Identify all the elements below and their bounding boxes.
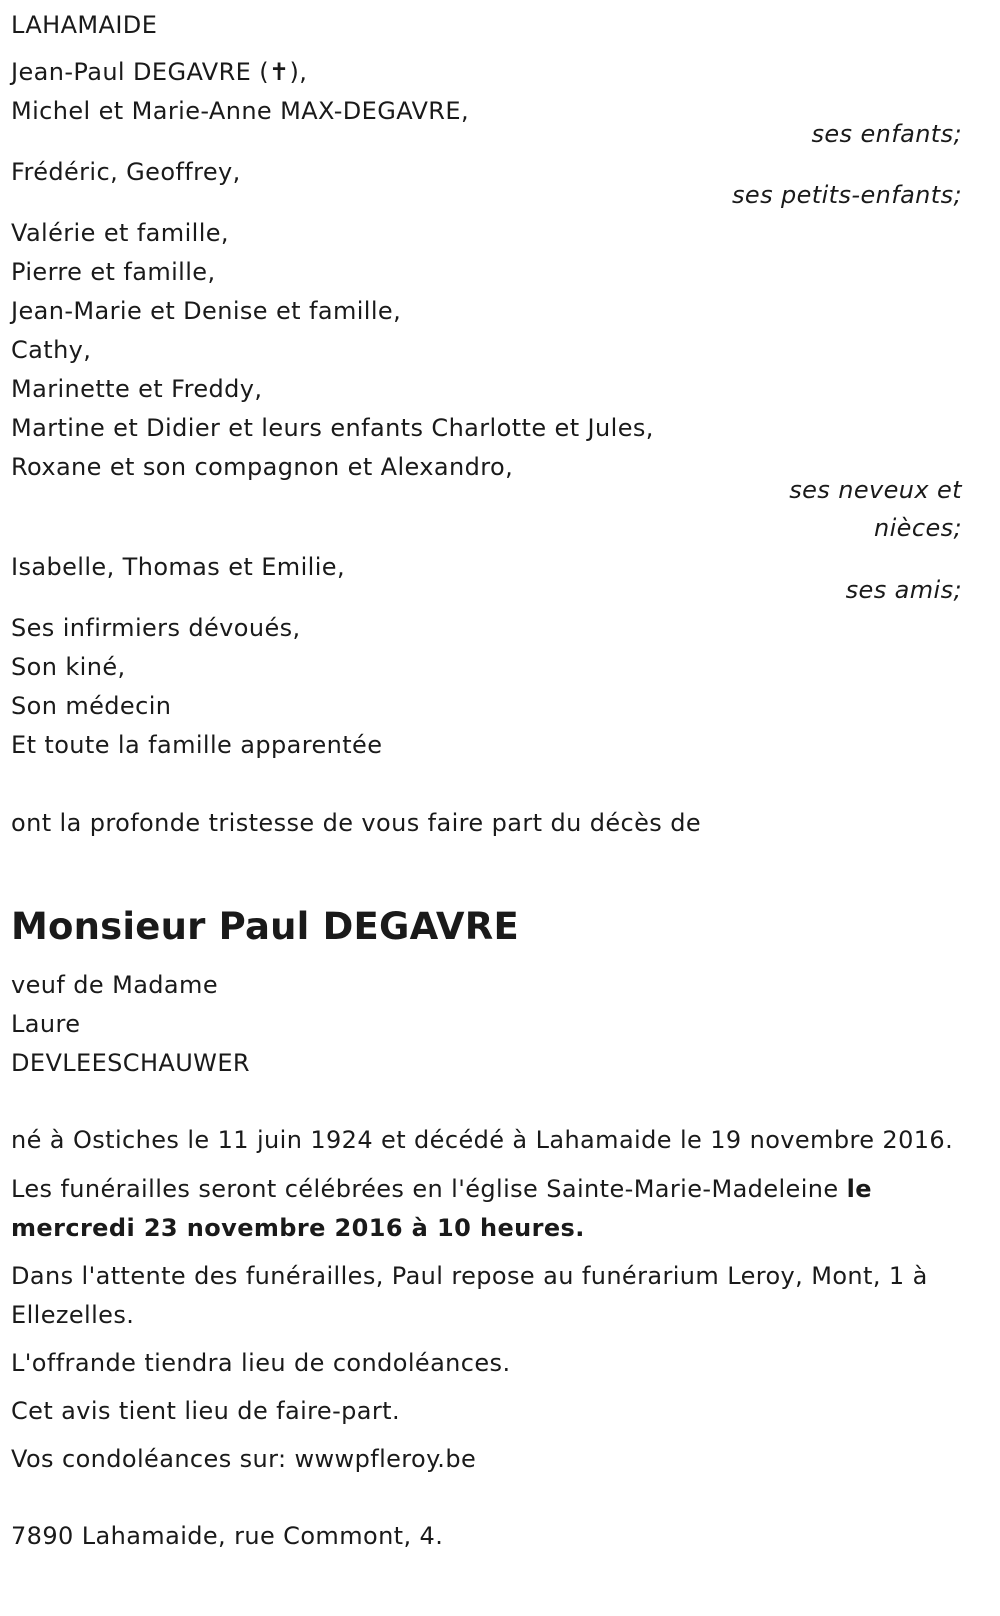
deceased-name: Monsieur Paul DEGAVRE	[11, 905, 519, 948]
role-nephews-line2: nièces;	[874, 514, 962, 542]
child-line: Michel et Marie-Anne MAX-DEGAVRE,	[11, 97, 469, 125]
nephew-line: Martine et Didier et leurs enfants Charlotte et Jules,	[11, 414, 654, 442]
location-header: LAHAMAIDE	[11, 11, 158, 39]
other-line: Et toute la famille apparentée	[11, 731, 383, 759]
widow-line: Laure	[11, 1010, 81, 1038]
friend-line: Isabelle, Thomas et Emilie,	[11, 553, 345, 581]
widow-line: DEVLEESCHAUWER	[11, 1049, 250, 1077]
condolences: Vos condoléances sur: wwwpfleroy.be	[11, 1445, 477, 1473]
nephew-line: Pierre et famille,	[11, 258, 216, 286]
notice: Cet avis tient lieu de faire-part.	[11, 1397, 400, 1425]
offering: L'offrande tiendra lieu de condoléances.	[11, 1349, 511, 1377]
rest-line2: Ellezelles.	[11, 1301, 135, 1329]
funeral-line2	[11, 1213, 585, 1243]
funeral-text: Les funérailles seront célébrées en l'église Sainte-Marie-Madeleine	[11, 1175, 847, 1203]
funeral-date: mercredi 23 novembre 2016 à 10 heures.	[11, 1214, 585, 1242]
funeral-line1	[11, 1174, 872, 1204]
other-line: Ses infirmiers dévoués,	[11, 614, 301, 642]
funeral-bold-start: le	[846, 1175, 872, 1203]
other-line: Son médecin	[11, 692, 172, 720]
nephew-line: Marinette et Freddy,	[11, 375, 263, 403]
role-children: ses enfants;	[811, 120, 962, 148]
nephew-line: Roxane et son compagnon et Alexandro,	[11, 453, 514, 481]
other-line: Son kiné,	[11, 653, 126, 681]
role-friends: ses amis;	[845, 576, 962, 604]
role-grandchildren: ses petits-enfants;	[732, 181, 962, 209]
nephew-line: Valérie et famille,	[11, 219, 229, 247]
nephew-line: Cathy,	[11, 336, 92, 364]
address: 7890 Lahamaide, rue Commont, 4.	[11, 1522, 444, 1550]
announcement: ont la profonde tristesse de vous faire part du décès de	[11, 809, 702, 837]
birth-death: né à Ostiches le 11 juin 1924 et décédé à Lahamaide le 19 novembre 2016.	[11, 1126, 954, 1154]
grandchild-line: Frédéric, Geoffrey,	[11, 158, 241, 186]
rest-line1: Dans l'attente des funérailles, Paul repose au funérarium Leroy, Mont, 1 à	[11, 1262, 928, 1290]
role-nephews-line1: ses neveux et	[789, 476, 962, 504]
widow-line: veuf de Madame	[11, 971, 218, 999]
nephew-line: Jean-Marie et Denise et famille,	[11, 297, 402, 325]
child-line: Jean-Paul DEGAVRE (✝),	[11, 58, 308, 86]
